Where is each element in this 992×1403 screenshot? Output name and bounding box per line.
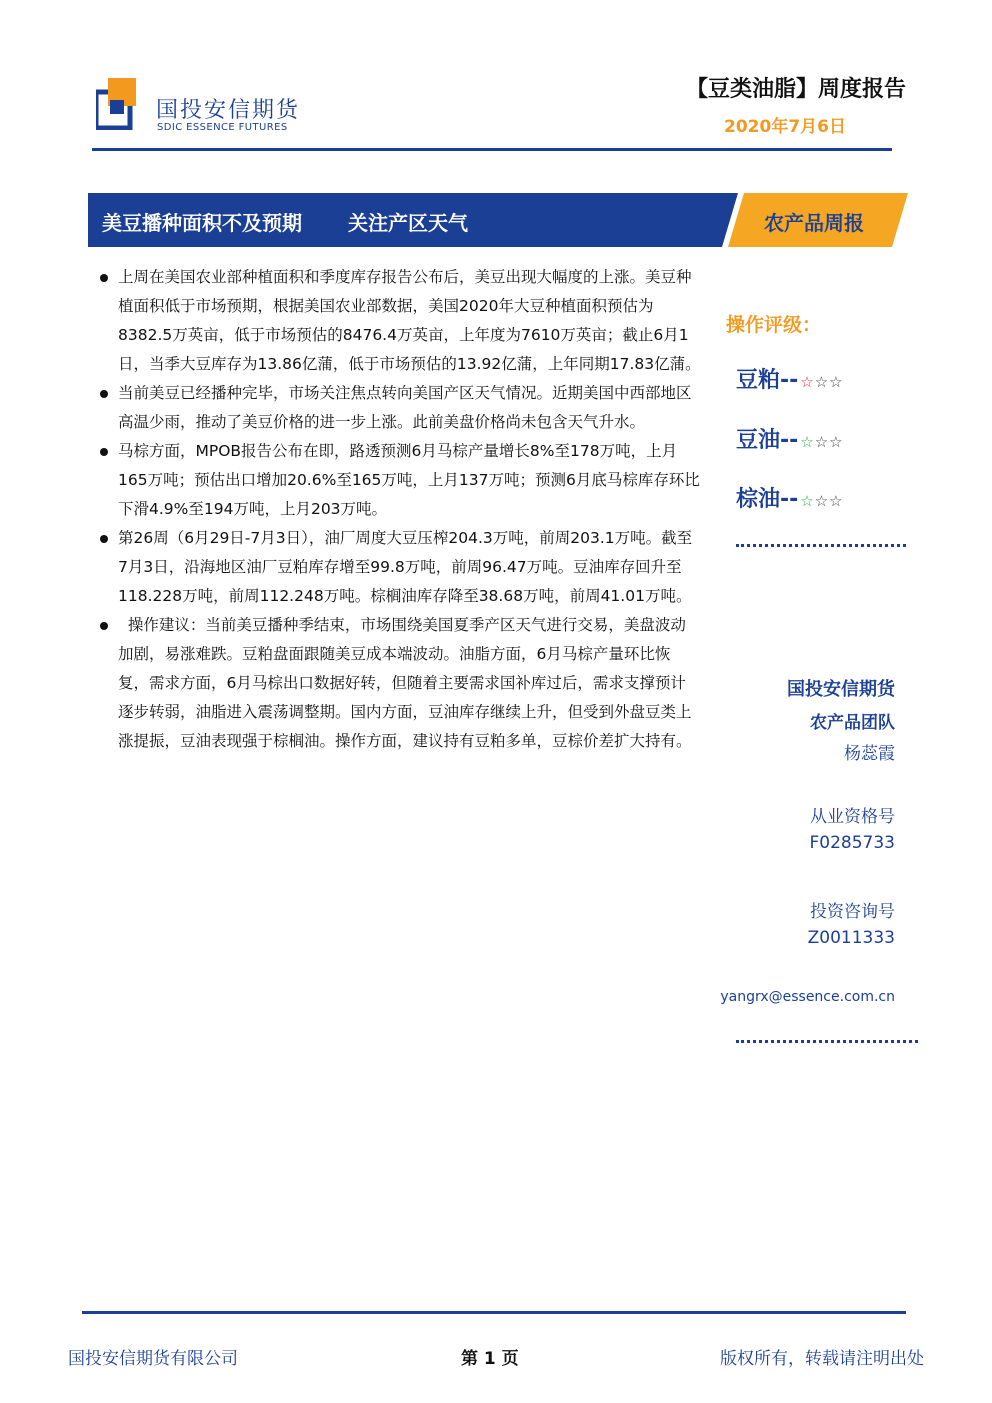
rating-title: 操作评级： <box>726 314 822 336</box>
headline-secondary: 关注产区天气 <box>348 211 468 235</box>
star-rating-icon: ☆☆☆ <box>800 433 844 451</box>
bullet-dot-icon <box>100 274 108 282</box>
rating-soyoil <box>736 423 844 454</box>
report-date: 2020年7月6日 <box>724 117 846 137</box>
bullet-item: 马棕方面，MPOB报告公布在即，路透预测6月马棕产量增长8%至178万吨，上月165万吨；预估出口增加20.6%至165万吨，上月137万吨；预测6月底马棕库存环比下滑4.9%至194万吨，上月203万吨。 <box>96 437 701 524</box>
bullet-dot-icon <box>100 622 108 630</box>
bullet-dot-icon <box>100 535 108 543</box>
footer-divider <box>82 1311 906 1314</box>
bullet-dot-icon <box>100 448 108 456</box>
bullet-item: 第26周（6月29日-7月3日），油厂周度大豆压榨204.3万吨，前周203.1万吨。截至7月3日，沿海地区油厂豆粕库存增至99.8万吨，前周96.47万吨。豆油库存回升至118.228万吨，前周112.248万吨。棕榈油库存降至38.68万吨，前周41.01万吨。 <box>96 524 701 611</box>
advisory-number: Z0011333 <box>807 928 895 948</box>
category-tag: 农产品周报 <box>764 211 864 235</box>
author-team: 农产品团队 <box>810 713 895 733</box>
advisory-label: 投资咨询号 <box>810 902 895 922</box>
sidebar-dotted-divider <box>736 544 906 547</box>
headline-primary: 美豆播种面积不及预期 <box>102 211 302 235</box>
star-rating-icon: ☆☆☆ <box>800 373 844 391</box>
footer-company: 国投安信期货有限公司 <box>68 1349 238 1369</box>
rating-soymeal <box>736 363 844 394</box>
company-logo-english: SDIC ESSENCE FUTURES <box>157 122 288 133</box>
rating-label: 豆油-- <box>736 428 799 453</box>
report-title: 【豆类油脂】周度报告 <box>685 77 906 102</box>
bullet-item: 上周在美国农业部种植面积和季度库存报告公布后，美豆出现大幅度的上涨。美豆种植面积低于市场预期，根据美国农业部数据，美国2020年大豆种植面积预估为8382.5万英亩，低于市场预估的8476.4万英亩，上年度为7610万英亩；截止6月1日，当季大豆库存为13.86亿蒲，低于市场预估的13.92亿蒲，上年同期17.83亿蒲。 <box>96 263 701 379</box>
author-name: 杨蕊霞 <box>844 744 895 764</box>
bullet-item: 当前美豆已经播种完毕，市场关注焦点转向美国产区天气情况。近期美国中西部地区高温少雨，推动了美豆价格的进一步上涨。此前美盘价格尚未包含天气升水。 <box>96 379 701 437</box>
rating-label: 豆粕-- <box>736 368 799 393</box>
license-label: 从业资格号 <box>810 807 895 827</box>
bullet-item: 操作建议：当前美豆播种季结束，市场围绕美国夏季产区天气进行交易，美盘波动加剧，易涨难跌。豆粕盘面跟随美豆成本端波动。油脂方面，6月马棕产量环比恢复，需求方面，6月马棕出口数据好转，但随着主要需求国补库过后，需求支撑预计逐步转弱，油脂进入震荡调整期。国内方面，豆油库存继续上升，但受到外盘豆类上涨提振，豆油表现强于棕榈油。操作方面，建议持有豆粕多单，豆棕价差扩大持有。 <box>96 611 701 756</box>
sidebar-dotted-divider <box>736 1040 918 1043</box>
company-logo-name: 国投安信期货 <box>156 98 301 123</box>
page-number: 第 1 页 <box>461 1349 519 1369</box>
license-number: F0285733 <box>809 833 895 853</box>
company-logo-icon <box>96 78 136 130</box>
author-company: 国投安信期货 <box>787 679 895 700</box>
star-rating-icon: ☆☆☆ <box>800 492 844 510</box>
footer-copyright: 版权所有，转载请注明出处 <box>720 1349 924 1369</box>
author-email[interactable]: yangrx@essence.com.cn <box>720 989 895 1005</box>
header-divider <box>92 148 892 151</box>
rating-label: 棕油-- <box>736 487 799 512</box>
summary-bullets <box>96 263 701 756</box>
rating-palmoil <box>736 482 844 513</box>
bullet-dot-icon <box>100 390 108 398</box>
